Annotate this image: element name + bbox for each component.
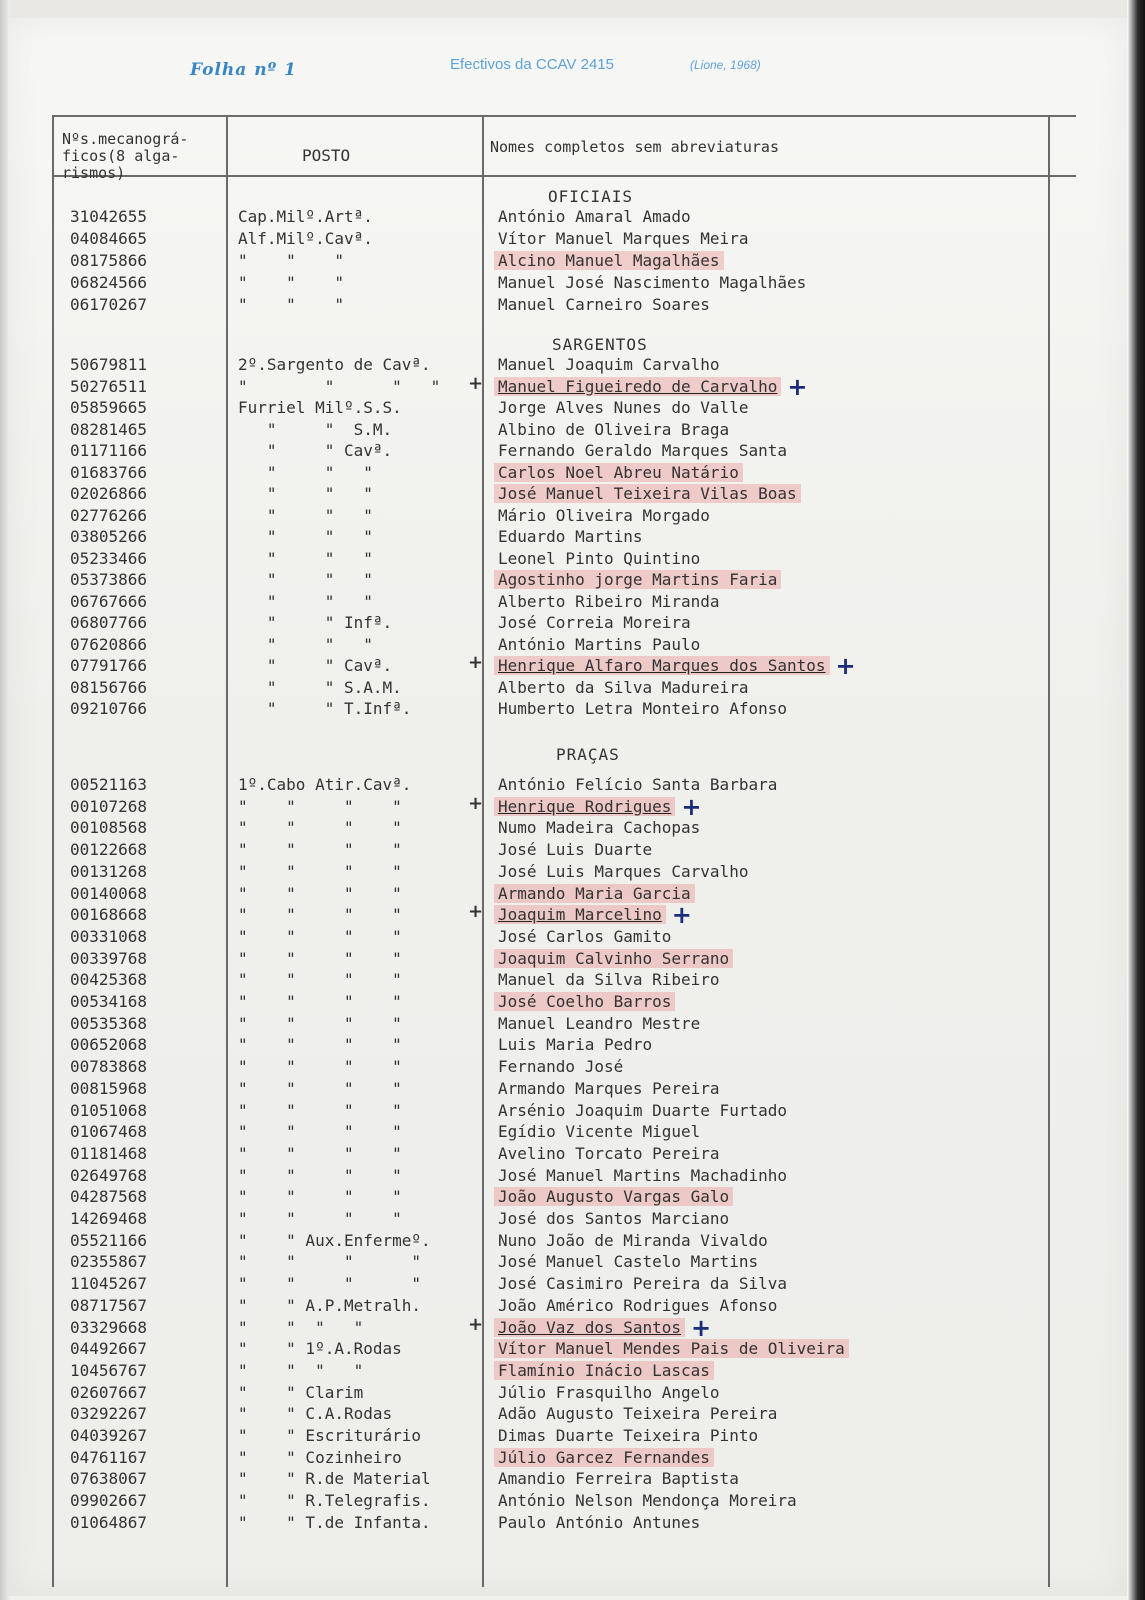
table-row xyxy=(54,1057,1076,1079)
rank-cell: " " " " xyxy=(238,1317,364,1337)
mecanografico-number: 02607667 xyxy=(70,1382,148,1402)
full-name: Fernando Geraldo Marques Santa xyxy=(498,441,787,460)
rank-cell: " " Cavª. xyxy=(238,441,393,460)
full-name: José Carlos Gamito xyxy=(498,926,672,946)
cross-mark-icon: + xyxy=(787,372,808,401)
rank-cell: " " " xyxy=(238,273,344,292)
rank-cell: " " " " xyxy=(238,1274,422,1294)
rank-cell: " " T.Infª. xyxy=(238,699,412,718)
table-row xyxy=(54,1231,1076,1253)
table-row xyxy=(54,699,1076,721)
column-header-mecanografico: Nºs.mecanográ- ficos(8 alga- rismos) xyxy=(62,130,189,182)
full-name: Arsénio Joaquim Duarte Furtado xyxy=(498,1100,787,1120)
full-name: Albino de Oliveira Braga xyxy=(498,419,730,439)
mecanografico-number: 00108568 xyxy=(70,818,148,838)
mecanografico-number: 02355867 xyxy=(70,1252,148,1272)
rank-cell: " " " " xyxy=(238,948,402,968)
table-row xyxy=(54,527,1076,549)
table-row xyxy=(54,549,1076,571)
table-row xyxy=(54,570,1076,592)
rank-cell: " " " " xyxy=(238,926,402,946)
full-name: Vítor Manuel Mendes Pais de Oliveira xyxy=(494,1339,849,1358)
rank-cell: " " " " xyxy=(238,1165,402,1185)
mecanografico-number: 03805266 xyxy=(70,527,148,546)
full-name: Leonel Pinto Quintino xyxy=(498,548,701,568)
mecanografico-number: 03292267 xyxy=(70,1404,148,1424)
full-name: Adão Augusto Teixeira Pereira xyxy=(498,1404,778,1424)
full-name: Alberto da Silva Madureira xyxy=(498,677,749,697)
full-name: Joaquim Calvinho Serrano xyxy=(494,949,733,968)
rank-cell: 2º.Sargento de Cavª. xyxy=(238,355,431,374)
full-name: Avelino Torcato Pereira xyxy=(498,1143,720,1163)
full-name: José Correia Moreira xyxy=(498,613,691,632)
mecanografico-number: 00534168 xyxy=(70,992,148,1011)
personnel-table xyxy=(52,115,1076,1587)
full-name: Carlos Noel Abreu Natário xyxy=(494,463,743,482)
mecanografico-number: 06824566 xyxy=(70,273,148,292)
full-name: Manuel Leandro Mestre xyxy=(498,1013,701,1033)
table-row xyxy=(54,1122,1076,1144)
table-row xyxy=(54,949,1076,971)
sheet-number: Folha nº 1 xyxy=(190,60,297,80)
rank-cell: " " " " xyxy=(238,1057,402,1077)
rank-cell: " " Infª. xyxy=(238,613,393,632)
full-name: Flamínio Inácio Lascas xyxy=(494,1361,714,1380)
full-name: Manuel José Nascimento Magalhães xyxy=(498,273,807,292)
table-row xyxy=(54,295,1076,317)
full-name: António Martins Paulo xyxy=(498,634,701,654)
rank-cell: " " " " xyxy=(238,796,402,816)
mecanografico-number: 01067468 xyxy=(70,1122,148,1142)
full-name: José Luis Duarte xyxy=(498,840,653,860)
full-name: Manuel Carneiro Soares xyxy=(498,295,710,314)
full-name: Dimas Duarte Teixeira Pinto xyxy=(498,1426,759,1445)
rank-cell: " " S.M. xyxy=(238,419,393,439)
table-row xyxy=(54,1014,1076,1036)
full-name: Nuno João de Miranda Vivaldo xyxy=(498,1230,768,1250)
full-name: Fernando José xyxy=(498,1057,624,1077)
mecanografico-number: 11045267 xyxy=(70,1274,148,1294)
rank-cell: " " T.de Infanta. xyxy=(238,1512,431,1532)
rank-cell: " " Escriturário xyxy=(238,1426,422,1445)
rank-cell: Furriel Milº.S.S. xyxy=(238,398,402,417)
full-name: João Augusto Vargas Galo xyxy=(494,1187,733,1206)
table-row xyxy=(54,1274,1076,1296)
mecanografico-number: 14269468 xyxy=(70,1209,148,1228)
mecanografico-number: 10456767 xyxy=(70,1360,148,1380)
cross-mark-icon: + xyxy=(468,372,484,394)
rank-cell: " " " " xyxy=(238,861,402,881)
mecanografico-number: 05373866 xyxy=(70,570,148,589)
rank-cell: " " " " xyxy=(238,840,402,860)
document-subtitle: (Lione, 1968) xyxy=(690,58,761,72)
full-name: José Manuel Castelo Martins xyxy=(498,1252,759,1272)
table-row xyxy=(54,840,1076,862)
rank-cell: " " A.P.Metralh. xyxy=(238,1295,422,1315)
mecanografico-number: 02649768 xyxy=(70,1165,148,1185)
full-name: Manuel da Silva Ribeiro xyxy=(498,970,720,990)
cross-mark-icon: + xyxy=(671,901,692,930)
table-row xyxy=(54,251,1076,273)
full-name: João Américo Rodrigues Afonso xyxy=(498,1295,778,1315)
rank-cell: " " S.A.M. xyxy=(238,677,402,697)
full-name: Humberto Letra Monteiro Afonso xyxy=(498,699,787,718)
mecanografico-number: 01171166 xyxy=(70,441,148,460)
rank-cell: " " Cozinheiro xyxy=(238,1447,402,1467)
rank-cell: " " " " xyxy=(238,1100,402,1120)
table-row xyxy=(54,1513,1076,1535)
cross-mark-icon: + xyxy=(691,1313,712,1342)
full-name: José Manuel Teixeira Vilas Boas xyxy=(494,484,801,503)
table-row xyxy=(54,420,1076,442)
full-name: José dos Santos Marciano xyxy=(498,1209,730,1228)
rank-cell: " " " " xyxy=(238,905,402,925)
table-row xyxy=(54,1339,1076,1361)
mecanografico-number: 00331068 xyxy=(70,926,148,946)
rank-cell: " " Cavª. xyxy=(238,656,393,675)
mecanografico-number: 07791766 xyxy=(70,656,148,675)
mecanografico-number: 02026866 xyxy=(70,484,148,503)
full-name: Júlio Garcez Fernandes xyxy=(494,1448,714,1467)
table-row xyxy=(54,862,1076,884)
rank-cell: " " R.Telegrafis. xyxy=(238,1491,431,1511)
rank-cell: " " " xyxy=(238,251,344,270)
table-row xyxy=(54,398,1076,420)
full-name: Henrique Rodrigues xyxy=(494,797,675,816)
mecanografico-number: 08156766 xyxy=(70,677,148,697)
mecanografico-number: 07638067 xyxy=(70,1469,148,1489)
mecanografico-number: 00168668 xyxy=(70,905,148,925)
mecanografico-number: 04287568 xyxy=(70,1187,148,1207)
rank-cell: " " Aux.Enfermeº. xyxy=(238,1230,431,1250)
rank-cell: " " " " xyxy=(238,818,402,838)
table-row xyxy=(54,273,1076,295)
full-name: José Luis Marques Carvalho xyxy=(498,861,749,881)
mecanografico-number: 00339768 xyxy=(70,948,148,968)
rank-cell: " " " xyxy=(238,505,373,525)
cross-mark-icon: + xyxy=(468,1313,484,1335)
table-row xyxy=(54,1404,1076,1426)
mecanografico-number: 09210766 xyxy=(70,699,148,718)
mecanografico-number: 03329668 xyxy=(70,1317,148,1337)
table-row xyxy=(54,1101,1076,1123)
column-header-nomes: Nomes completos sem abreviaturas xyxy=(490,138,779,156)
table-row xyxy=(54,635,1076,657)
rank-cell: " " R.de Material xyxy=(238,1469,431,1489)
table-row xyxy=(54,884,1076,906)
rank-cell: " " " " xyxy=(238,1209,402,1228)
table-row xyxy=(54,207,1076,229)
table-row xyxy=(54,818,1076,840)
mecanografico-number: 06767666 xyxy=(70,591,148,611)
table-row xyxy=(54,992,1076,1014)
mecanografico-number: 50276511 xyxy=(70,376,148,396)
rank-cell: " " " " xyxy=(238,883,402,903)
mecanografico-number: 00425368 xyxy=(70,970,148,990)
mecanografico-number: 08717567 xyxy=(70,1295,148,1315)
full-name: António Amaral Amado xyxy=(498,207,691,226)
mecanografico-number: 04492667 xyxy=(70,1339,148,1359)
rank-cell: " " " " xyxy=(238,1252,422,1272)
table-row xyxy=(54,1166,1076,1188)
mecanografico-number: 06807766 xyxy=(70,613,148,632)
scan-top-border xyxy=(0,0,1145,18)
rank-cell: " " " " xyxy=(238,1143,402,1163)
mecanografico-number: 00815968 xyxy=(70,1078,148,1098)
table-row xyxy=(54,1426,1076,1448)
full-name: Alcino Manuel Magalhães xyxy=(494,251,724,270)
table-row xyxy=(54,678,1076,700)
mecanografico-number: 09902667 xyxy=(70,1491,148,1511)
rank-cell: " " " " xyxy=(238,992,402,1011)
rank-cell: " " " xyxy=(238,548,373,568)
full-name: Armando Maria Garcia xyxy=(494,884,695,903)
cross-mark-icon: + xyxy=(468,901,484,923)
rank-cell: " " " " xyxy=(238,1078,402,1098)
mecanografico-number: 31042655 xyxy=(70,207,148,226)
mecanografico-number: 08281465 xyxy=(70,419,148,439)
table-row xyxy=(54,1469,1076,1491)
rank-cell: " " " " xyxy=(238,1360,364,1380)
full-name: Eduardo Martins xyxy=(498,527,643,546)
mecanografico-number: 08175866 xyxy=(70,251,148,270)
mecanografico-number: 04039267 xyxy=(70,1426,148,1445)
cross-mark-icon: + xyxy=(468,792,484,814)
table-row xyxy=(54,613,1076,635)
table-row xyxy=(54,463,1076,485)
rank-cell: " " " xyxy=(238,634,373,654)
table-row xyxy=(54,792,1076,821)
rank-cell: Alf.Milº.Cavª. xyxy=(238,229,373,248)
rank-cell: " " Clarim xyxy=(238,1382,364,1402)
mecanografico-number: 01683766 xyxy=(70,462,148,482)
column-header-posto: POSTO xyxy=(302,146,351,165)
mecanografico-number: 05521166 xyxy=(70,1230,148,1250)
rank-cell: " " " xyxy=(238,484,373,503)
full-name: Armando Marques Pereira xyxy=(498,1078,720,1098)
table-row xyxy=(54,1079,1076,1101)
mecanografico-number: 06170267 xyxy=(70,295,148,314)
rank-cell: " " " " xyxy=(238,1122,402,1142)
full-name: Jorge Alves Nunes do Valle xyxy=(498,398,749,417)
full-name: José Coelho Barros xyxy=(494,992,675,1011)
table-row xyxy=(54,1209,1076,1231)
full-name: Egídio Vicente Miguel xyxy=(498,1122,701,1142)
table-row xyxy=(54,1296,1076,1318)
mecanografico-number: 00783868 xyxy=(70,1057,148,1077)
table-row xyxy=(54,901,1076,930)
rank-cell: " " " xyxy=(238,295,344,314)
section-heading-oficiais: OFICIAIS xyxy=(548,187,634,206)
table-row xyxy=(54,775,1076,797)
mecanografico-number: 05233466 xyxy=(70,548,148,568)
mecanografico-number: 00107268 xyxy=(70,796,148,816)
full-name: Manuel Figueiredo de Carvalho xyxy=(494,377,781,396)
document-title: Efectivos da CCAV 2415 xyxy=(450,56,614,73)
full-name: João Vaz dos Santos xyxy=(494,1318,685,1337)
full-name: Luis Maria Pedro xyxy=(498,1035,653,1055)
full-name: Amandio Ferreira Baptista xyxy=(498,1469,739,1489)
rank-cell: " " " " xyxy=(238,1013,402,1033)
table-row xyxy=(54,652,1076,680)
table-row xyxy=(54,1252,1076,1274)
mecanografico-number: 00122668 xyxy=(70,840,148,860)
rank-cell: 1º.Cabo Atir.Cavª. xyxy=(238,775,412,794)
table-row xyxy=(54,229,1076,251)
full-name: Joaquim Marcelino xyxy=(494,905,666,924)
full-name: Agostinho jorge Martins Faria xyxy=(494,570,781,589)
cross-mark-icon: + xyxy=(468,652,484,673)
full-name: Júlio Frasquilho Angelo xyxy=(498,1382,720,1402)
table-row xyxy=(54,970,1076,992)
full-name: Mário Oliveira Morgado xyxy=(498,505,710,525)
table-row xyxy=(54,1187,1076,1209)
full-name: José Manuel Martins Machadinho xyxy=(498,1165,787,1185)
table-row xyxy=(54,1448,1076,1470)
mecanografico-number: 00652068 xyxy=(70,1035,148,1055)
table-row xyxy=(54,1035,1076,1057)
mecanografico-number: 00131268 xyxy=(70,861,148,881)
table-row xyxy=(54,441,1076,463)
full-name: Manuel Joaquim Carvalho xyxy=(498,355,720,374)
scan-right-edge xyxy=(1127,0,1145,1600)
rank-cell: " " " " xyxy=(238,1035,402,1055)
table-row xyxy=(54,1313,1076,1342)
table-row xyxy=(54,1491,1076,1513)
rank-cell: " " " xyxy=(238,570,373,589)
rank-cell: " " 1º.A.Rodas xyxy=(238,1339,402,1359)
table-row xyxy=(54,372,1076,401)
rank-cell: " " C.A.Rodas xyxy=(238,1404,393,1424)
mecanografico-number: 00140068 xyxy=(70,883,148,903)
table-row xyxy=(54,592,1076,614)
full-name: Henrique Alfaro Marques dos Santos xyxy=(494,656,830,675)
mecanografico-number: 01181468 xyxy=(70,1143,148,1163)
table-row xyxy=(54,1361,1076,1383)
full-name: António Felício Santa Barbara xyxy=(498,775,778,794)
full-name: José Casimiro Pereira da Silva xyxy=(498,1274,787,1294)
mecanografico-number: 50679811 xyxy=(70,355,148,374)
section-heading-pracas: PRAÇAS xyxy=(556,745,620,764)
full-name: Alberto Ribeiro Miranda xyxy=(498,591,720,611)
mecanografico-number: 02776266 xyxy=(70,505,148,525)
full-name: António Nelson Mendonça Moreira xyxy=(498,1491,797,1511)
rank-cell: " " " " xyxy=(238,376,441,396)
rank-cell: " " " xyxy=(238,462,373,482)
section-heading-sargentos: SARGENTOS xyxy=(552,335,648,354)
mecanografico-number: 00535368 xyxy=(70,1013,148,1033)
rank-cell: Cap.Milº.Artª. xyxy=(238,207,373,226)
table-row xyxy=(54,1383,1076,1405)
mecanografico-number: 01064867 xyxy=(70,1512,148,1532)
mecanografico-number: 05859665 xyxy=(70,398,148,417)
mecanografico-number: 01051068 xyxy=(70,1100,148,1120)
full-name: Vítor Manuel Marques Meira xyxy=(498,229,749,248)
rank-cell: " " " xyxy=(238,591,373,611)
mecanografico-number: 04761167 xyxy=(70,1447,148,1467)
rank-cell: " " " xyxy=(238,527,373,546)
rank-cell: " " " " xyxy=(238,970,402,990)
mecanografico-number: 04084665 xyxy=(70,229,148,248)
full-name: Numo Madeira Cachopas xyxy=(498,818,701,838)
mecanografico-number: 00521163 xyxy=(70,775,148,794)
cross-mark-icon: + xyxy=(835,652,856,680)
cross-mark-icon: + xyxy=(681,792,702,821)
table-row xyxy=(54,1144,1076,1166)
rank-cell: " " " " xyxy=(238,1187,402,1207)
mecanografico-number: 07620866 xyxy=(70,634,148,654)
table-row xyxy=(54,506,1076,528)
table-row xyxy=(54,484,1076,506)
table-row xyxy=(54,927,1076,949)
full-name: Paulo António Antunes xyxy=(498,1512,701,1532)
table-row xyxy=(54,355,1076,377)
